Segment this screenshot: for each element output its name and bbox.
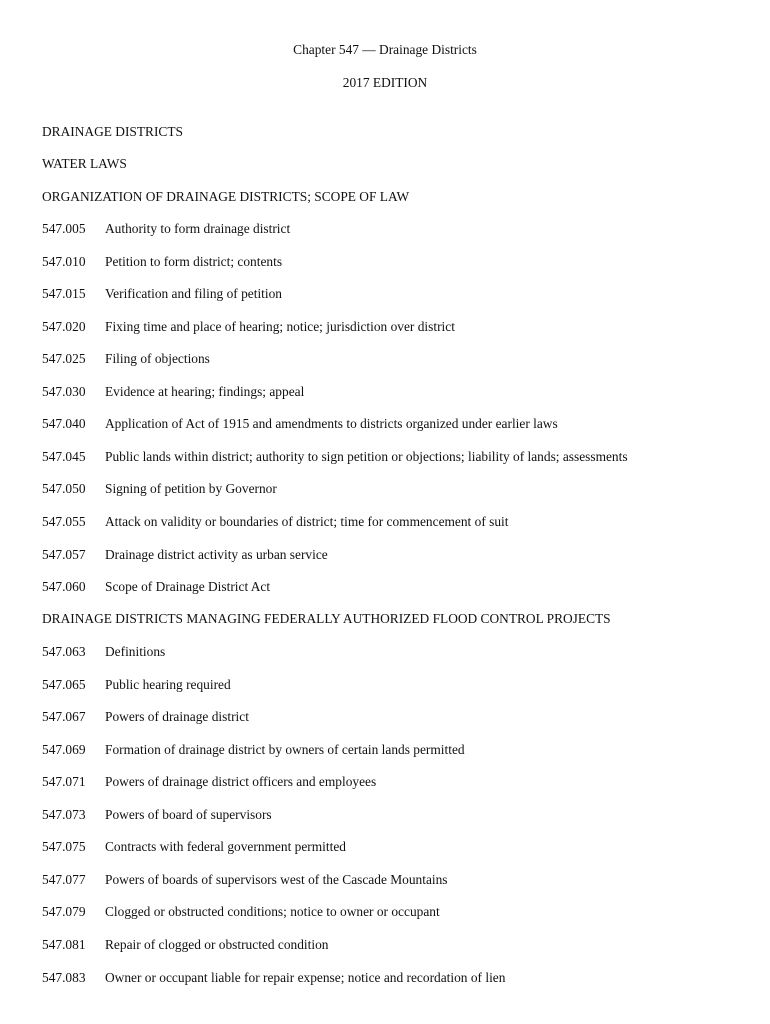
section-title: Owner or occupant liable for repair expense; notice and recordation of lien (105, 969, 506, 985)
section-title: Evidence at hearing; findings; appeal (105, 383, 305, 399)
section-title: Formation of drainage district by owners of certain lands permitted (105, 741, 465, 757)
section-entry (42, 579, 270, 595)
section-number: 547.025 (42, 351, 86, 367)
section-number: 547.071 (42, 774, 86, 790)
section-entry (42, 254, 282, 270)
chapter-title: Chapter 547 — Drainage Districts (293, 42, 477, 57)
section-number: 547.060 (42, 579, 86, 595)
section-title: Contracts with federal government permitted (105, 839, 346, 855)
section-number: 547.069 (42, 741, 86, 757)
section-entry (42, 416, 558, 432)
section-title: Attack on validity or boundaries of district; time for commencement of suit (105, 513, 509, 529)
section-entry (42, 970, 505, 986)
section-title: Public hearing required (105, 676, 231, 692)
section-number: 547.073 (42, 806, 86, 822)
section-title: Authority to form drainage district (105, 221, 291, 236)
section-number: 547.081 (42, 936, 86, 952)
section-title: Petition to form district; contents (105, 253, 283, 269)
section-entry (42, 872, 448, 888)
section-entry (42, 514, 508, 530)
section-number: 547.015 (42, 286, 86, 302)
section-title: Public lands within district; authority to sign petition or objections; liability of lands; assessments (105, 448, 628, 464)
section-title: Powers of board of supervisors (105, 806, 272, 822)
section-title: Clogged or obstructed conditions; notice to owner or occupant (105, 904, 440, 920)
section-number: 547.010 (42, 253, 86, 269)
section-entry (42, 384, 304, 400)
heading-drainage-districts: DRAINAGE DISTRICTS (42, 124, 183, 139)
section-title: Filing of objections (105, 351, 210, 367)
section-title: Fixing time and place of hearing; notice; jurisdiction over district (105, 318, 455, 334)
section-entry (42, 547, 328, 563)
edition-label: 2017 EDITION (342, 75, 428, 90)
section-entry (42, 286, 282, 302)
section-title: Drainage district activity as urban service (105, 546, 328, 562)
section-entry (42, 839, 346, 855)
section-number: 547.055 (42, 513, 86, 529)
section-entry (42, 351, 210, 367)
section-entry (42, 319, 455, 335)
section-number: 547.057 (42, 546, 86, 562)
section-number: 547.077 (42, 871, 86, 887)
section-number: 547.067 (42, 709, 86, 725)
section-number: 547.030 (42, 383, 86, 399)
section-number: 547.063 (42, 644, 86, 659)
section-title: Repair of clogged or obstructed condition (105, 936, 329, 952)
section-number: 547.079 (42, 904, 86, 920)
section-number: 547.020 (42, 318, 86, 334)
section-title: Scope of Drainage District Act (105, 579, 271, 595)
section-number: 547.075 (42, 839, 86, 855)
section-number: 547.050 (42, 481, 86, 497)
section-entry (42, 644, 165, 660)
section-entry (42, 449, 628, 465)
section-entry (42, 677, 231, 693)
section-title: Definitions (105, 644, 166, 659)
section-entry (42, 481, 277, 497)
section-entry (42, 774, 376, 790)
section-number: 547.045 (42, 448, 86, 464)
section-entry (42, 221, 290, 237)
section-entry (42, 742, 465, 758)
section-entry (42, 807, 272, 823)
section-number: 547.083 (42, 969, 86, 985)
section-number: 547.040 (42, 416, 86, 432)
section-title: Signing of petition by Governor (105, 481, 277, 497)
heading-organization: ORGANIZATION OF DRAINAGE DISTRICTS; SCOPE OF LAW (42, 189, 410, 204)
section-entry (42, 937, 329, 953)
heading-flood-control: DRAINAGE DISTRICTS MANAGING FEDERALLY AUTHORIZED FLOOD CONTROL PROJECTS (42, 611, 611, 626)
heading-water-laws: WATER LAWS (42, 156, 127, 171)
section-title: Verification and filing of petition (105, 286, 283, 302)
section-entry (42, 904, 440, 920)
section-title: Powers of drainage district officers and employees (105, 774, 377, 790)
section-number: 547.005 (42, 221, 86, 236)
section-title: Powers of boards of supervisors west of the Cascade Mountains (105, 871, 448, 887)
section-entry (42, 709, 249, 725)
section-number: 547.065 (42, 676, 86, 692)
section-title: Application of Act of 1915 and amendments to districts organized under earlier laws (105, 416, 558, 432)
section-title: Powers of drainage district (105, 709, 249, 725)
